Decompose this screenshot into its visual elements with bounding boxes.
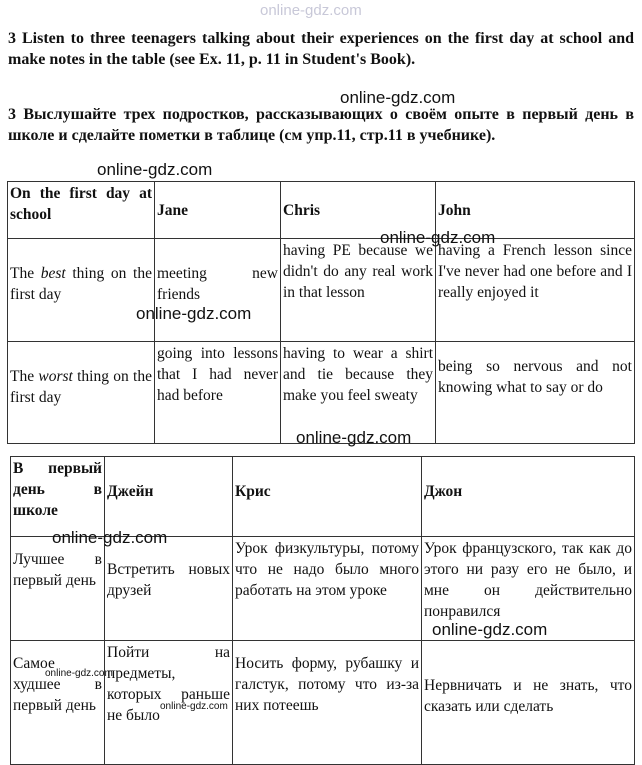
watermark: online-gdz.com — [160, 701, 228, 712]
watermark: online-gdz.com — [45, 668, 113, 679]
table-header-jane-ru: Джейн — [105, 457, 233, 537]
watermark-top: online-gdz.com — [260, 2, 362, 19]
row-label-worst-ru: Самое худшее в первый день — [11, 641, 105, 765]
exercise-text-en: 3 Listen to three teenagers talking about their experiences on the first day at school and make notes in the table (see Ex. 11, p. 11 in Student's Book). — [8, 30, 634, 68]
row-label-worst-post: thing on the first day — [10, 368, 152, 406]
table-header-john: John — [436, 182, 635, 239]
table-header-chris-ru: Крис — [233, 457, 422, 537]
row-label-worst — [8, 342, 155, 444]
table-cell: meeting new friends — [155, 239, 281, 342]
table-header-chris: Chris — [281, 182, 436, 239]
watermark: online-gdz.com — [97, 160, 213, 179]
watermark: online-gdz.com — [52, 528, 168, 547]
notes-table-ru — [10, 456, 635, 765]
watermark: online-gdz.com — [340, 88, 456, 107]
table-cell: Носить форму, рубашку и галстук, потому что из-за них потеешь — [233, 641, 422, 765]
watermark: online-gdz.com — [432, 620, 548, 639]
watermark: online-gdz.com — [136, 304, 252, 323]
table-header-topic: On the first day at school — [8, 182, 155, 239]
table-header-john-ru: Джон — [422, 457, 635, 537]
table-cell: going into lessons that I had never had before — [155, 342, 281, 444]
row-label-best-em: best — [40, 265, 66, 282]
table-cell: having to wear a shirt and tie because they make you feel sweaty — [281, 342, 436, 444]
row-label-best-ru: Лучшее в первый день — [11, 537, 105, 641]
table-cell: Урок французского, так как до этого ни разу его не было, и мне он действительно понравился — [422, 537, 635, 641]
row-label-best — [8, 239, 155, 342]
row-label-worst-em: worst — [38, 368, 73, 385]
watermark: online-gdz.com — [296, 428, 412, 447]
table-header-jane: Jane — [155, 182, 281, 239]
notes-table-en — [7, 181, 635, 444]
table-header-topic-ru: В первый день в школе — [11, 457, 105, 537]
table-cell: Урок физкультуры, потому что не надо было много работать на этом уроке — [233, 537, 422, 641]
watermark: online-gdz.com — [380, 228, 496, 247]
row-label-best-pre: The — [10, 265, 41, 282]
exercise-text-ru: 3 Выслушайте трех подростков, рассказывающих о своём опыте в первый день в школе и сделайте пометки в таблице (см упр.11, стр.11 в учебнике). — [8, 106, 634, 144]
table-cell: having a French lesson since I've never had one before and I really enjoyed it — [436, 239, 635, 342]
row-label-worst-pre: The — [10, 368, 39, 385]
table-cell: having PE because we didn't do any real work in that lesson — [281, 239, 436, 342]
table-cell: Встретить новых друзей — [105, 537, 233, 641]
table-cell: Пойти на предметы, которых раньше не было — [105, 641, 233, 765]
row-label-best-post: thing on the first day — [10, 265, 152, 303]
table-cell: Нервничать и не знать, что сказать или сделать — [422, 641, 635, 765]
table-cell: being so nervous and not knowing what to say or do — [436, 342, 635, 444]
